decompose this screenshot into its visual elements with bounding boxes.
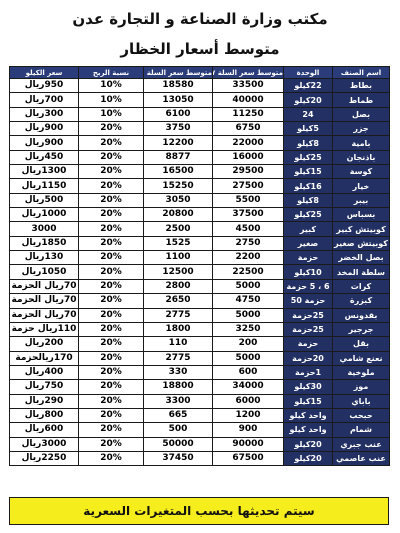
price-8-1-cell: 1100 [144, 251, 213, 265]
item-name-cell: نعنع شامي [333, 351, 390, 365]
kilo-price-cell: 1850ريال [10, 236, 79, 250]
price-27-7-cell: 600 [213, 365, 284, 379]
item-name-cell: كرات [333, 279, 390, 293]
item-name-cell: بصل [333, 107, 390, 121]
unit-cell: 24 [284, 107, 333, 121]
price-8-1-cell: 16500 [144, 165, 213, 179]
price-27-7-cell: 90000 [213, 437, 284, 451]
table-row [10, 351, 390, 365]
unit-cell: حزمة [284, 337, 333, 351]
kilo-price-cell: 70ريال الحزمة [10, 279, 79, 293]
table-row [10, 294, 390, 308]
unit-cell: 20كيلو [284, 437, 333, 451]
table-row [10, 394, 390, 408]
unit-cell: 8كيلو [284, 136, 333, 150]
table-row [10, 423, 390, 437]
table-row [10, 93, 390, 107]
unit-cell: 22كيلو [284, 79, 333, 93]
price-8-1-cell: 20800 [144, 208, 213, 222]
kilo-price-cell: 1300ريال [10, 165, 79, 179]
price-27-7-cell: 33500 [213, 79, 284, 93]
unit-cell: واحد كيلو [284, 423, 333, 437]
price-8-1-cell: 3300 [144, 394, 213, 408]
unit-cell: صغير [284, 236, 333, 250]
unit-cell: 1حزمة [284, 365, 333, 379]
table-body [10, 79, 390, 466]
kilo-price-cell: 750ريال [10, 380, 79, 394]
kilo-price-cell: 900ريال [10, 136, 79, 150]
item-name-cell: جزر [333, 122, 390, 136]
item-name-cell: باذنجان [333, 150, 390, 164]
table-row [10, 251, 390, 265]
price-27-7-cell: 6000 [213, 394, 284, 408]
price-8-1-cell: 2800 [144, 279, 213, 293]
table-row [10, 337, 390, 351]
price-27-7-cell: 22000 [213, 136, 284, 150]
table-row [10, 437, 390, 451]
profit-cell: 20% [79, 251, 144, 265]
price-8-1-cell: 1525 [144, 236, 213, 250]
profit-cell: 20% [79, 308, 144, 322]
item-name-cell: جرجير [333, 322, 390, 336]
profit-cell: 20% [79, 451, 144, 465]
item-name-cell: كوبيتش كبير [333, 222, 390, 236]
price-8-1-cell: 8877 [144, 150, 213, 164]
table-row [10, 322, 390, 336]
unit-cell: 15كيلو [284, 394, 333, 408]
price-27-7-cell: 4500 [213, 222, 284, 236]
unit-cell: 5كيلو [284, 122, 333, 136]
kilo-price-cell: 170ريالحزمة [10, 351, 79, 365]
price-27-7-cell: 34000 [213, 380, 284, 394]
unit-cell: 30كيلو [284, 380, 333, 394]
profit-cell: 20% [79, 236, 144, 250]
item-name-cell: بصل الخضر [333, 251, 390, 265]
profit-cell: 20% [79, 122, 144, 136]
table-row [10, 79, 390, 93]
price-8-1-cell: 2500 [144, 222, 213, 236]
profit-cell: 20% [79, 365, 144, 379]
price-8-1-cell: 37450 [144, 451, 213, 465]
table-row [10, 380, 390, 394]
kilo-price-cell: 450ريال [10, 150, 79, 164]
price-8-1-cell: 110 [144, 337, 213, 351]
profit-cell: 20% [79, 408, 144, 422]
profit-cell: 20% [79, 165, 144, 179]
unit-cell: حزمة [284, 251, 333, 265]
item-name-cell: باباي [333, 394, 390, 408]
kilo-price-cell: 1000ريال [10, 208, 79, 222]
column-header-kilo-price: سعر الكيلو [10, 67, 79, 79]
kilo-price-cell: 70ريال الحزمة [10, 308, 79, 322]
item-name-cell: سلطة المخد [333, 265, 390, 279]
price-27-7-cell: 2750 [213, 236, 284, 250]
unit-cell: كبير [284, 222, 333, 236]
table-row [10, 265, 390, 279]
column-header-price-27-7: متوسط سعر السلة [213, 67, 284, 79]
price-8-1-cell: 6100 [144, 107, 213, 121]
price-8-1-cell: 500 [144, 423, 213, 437]
unit-cell: 25حزمة [284, 308, 333, 322]
item-name-cell: حبحب [333, 408, 390, 422]
profit-cell: 20% [79, 394, 144, 408]
unit-cell: 10كيلو [284, 265, 333, 279]
item-name-cell: عنب عاصمي [333, 451, 390, 465]
item-name-cell: كبزرة [333, 294, 390, 308]
price-8-1-cell: 2775 [144, 351, 213, 365]
profit-cell: 20% [79, 337, 144, 351]
kilo-price-cell: 300ريال [10, 107, 79, 121]
kilo-price-cell: 900ريال [10, 122, 79, 136]
table-row [10, 308, 390, 322]
profit-cell: 20% [79, 150, 144, 164]
price-27-7-cell: 4750 [213, 294, 284, 308]
price-27-7-cell: 16000 [213, 150, 284, 164]
price-27-7-cell: 1200 [213, 408, 284, 422]
profit-cell: 20% [79, 351, 144, 365]
table-row [10, 179, 390, 193]
table-row [10, 222, 390, 236]
profit-cell: 20% [79, 380, 144, 394]
table-row [10, 279, 390, 293]
column-header-item: اسم الصنف [333, 67, 390, 79]
price-27-7-cell: 27500 [213, 179, 284, 193]
page-title: مكتب وزارة الصناعة و التجارة عدن [72, 10, 328, 28]
table-row [10, 107, 390, 121]
price-8-1-cell: 18800 [144, 380, 213, 394]
price-27-7-cell: 5000 [213, 351, 284, 365]
profit-cell: 10% [79, 93, 144, 107]
price-8-1-cell: 1800 [144, 322, 213, 336]
item-name-cell: خيار [333, 179, 390, 193]
item-name-cell: عنب جبري [333, 437, 390, 451]
kilo-price-cell: 500ريال [10, 193, 79, 207]
profit-cell: 20% [79, 179, 144, 193]
table-row [10, 150, 390, 164]
unit-cell: 6 ، 5 حزمة [284, 279, 333, 293]
table-row [10, 451, 390, 465]
profit-cell: 20% [79, 322, 144, 336]
price-8-1-cell: 13050 [144, 93, 213, 107]
price-table-container [9, 66, 389, 466]
unit-cell: 20كيلو [284, 93, 333, 107]
price-8-1-cell: 15250 [144, 179, 213, 193]
table-row [10, 365, 390, 379]
profit-cell: 20% [79, 136, 144, 150]
price-27-7-cell: 5000 [213, 279, 284, 293]
profit-cell: 20% [79, 265, 144, 279]
price-8-1-cell: 12200 [144, 136, 213, 150]
unit-cell: 8كيلو [284, 193, 333, 207]
unit-cell: حزمة 50 [284, 294, 333, 308]
price-8-1-cell: 50000 [144, 437, 213, 451]
kilo-price-cell: 600ريال [10, 423, 79, 437]
item-name-cell: شمام [333, 423, 390, 437]
kilo-price-cell: 1150ريال [10, 179, 79, 193]
price-8-1-cell: 665 [144, 408, 213, 422]
unit-cell: 25كيلو [284, 208, 333, 222]
price-27-7-cell: 67500 [213, 451, 284, 465]
profit-cell: 20% [79, 222, 144, 236]
column-header-unit: الوحدة [284, 67, 333, 79]
kilo-price-cell: 400ريال [10, 365, 79, 379]
unit-cell: 25حزمة [284, 322, 333, 336]
price-8-1-cell: 2775 [144, 308, 213, 322]
price-27-7-cell: 11250 [213, 107, 284, 121]
price-8-1-cell: 3050 [144, 193, 213, 207]
unit-cell: 15كيلو [284, 165, 333, 179]
price-27-7-cell: 2200 [213, 251, 284, 265]
price-8-1-cell: 2650 [144, 294, 213, 308]
profit-cell: 20% [79, 279, 144, 293]
profit-cell: 20% [79, 208, 144, 222]
price-27-7-cell: 6750 [213, 122, 284, 136]
item-name-cell: موز [333, 380, 390, 394]
kilo-price-cell: 3000ريال [10, 437, 79, 451]
kilo-price-cell: 1050ريال [10, 265, 79, 279]
item-name-cell: كوبيتش صغير [333, 236, 390, 250]
price-27-7-cell: 200 [213, 337, 284, 351]
table-row [10, 236, 390, 250]
table-header-row [10, 67, 390, 79]
footer-note: سيتم تحديثها بحسب المتغيرات السعرية [9, 497, 389, 525]
unit-cell: 20حزمة [284, 351, 333, 365]
item-name-cell: بامية [333, 136, 390, 150]
price-table [9, 66, 390, 466]
price-27-7-cell: 3250 [213, 322, 284, 336]
kilo-price-cell: 700ريال [10, 93, 79, 107]
kilo-price-cell: 800ريال [10, 408, 79, 422]
profit-cell: 20% [79, 294, 144, 308]
kilo-price-cell: 70ريال الحزمة [10, 294, 79, 308]
profit-cell: 10% [79, 79, 144, 93]
unit-cell: 25كيلو [284, 150, 333, 164]
table-row [10, 208, 390, 222]
column-header-price-8-1: متوسط سعر السلة [144, 67, 213, 79]
table-row [10, 136, 390, 150]
price-8-1-cell: 18580 [144, 79, 213, 93]
item-name-cell: كوسة [333, 165, 390, 179]
kilo-price-cell: 110ريال حزمة [10, 322, 79, 336]
kilo-price-cell: 2250ريال [10, 451, 79, 465]
item-name-cell: بيبر [333, 193, 390, 207]
item-name-cell: ملوخية [333, 365, 390, 379]
table-row [10, 122, 390, 136]
unit-cell: 16كيلو [284, 179, 333, 193]
price-27-7-cell: 37500 [213, 208, 284, 222]
price-8-1-cell: 330 [144, 365, 213, 379]
price-27-7-cell: 40000 [213, 93, 284, 107]
price-27-7-cell: 22500 [213, 265, 284, 279]
profit-cell: 20% [79, 193, 144, 207]
price-27-7-cell: 5000 [213, 308, 284, 322]
price-8-1-cell: 3750 [144, 122, 213, 136]
profit-cell: 20% [79, 437, 144, 451]
kilo-price-cell: 3000 [10, 222, 79, 236]
item-name-cell: طماط [333, 93, 390, 107]
price-27-7-cell: 900 [213, 423, 284, 437]
price-8-1-cell: 12500 [144, 265, 213, 279]
unit-cell: واحد كيلو [284, 408, 333, 422]
profit-cell: 10% [79, 107, 144, 121]
table-row [10, 165, 390, 179]
table-row [10, 408, 390, 422]
item-name-cell: بسباس [333, 208, 390, 222]
kilo-price-cell: 130ريال [10, 251, 79, 265]
kilo-price-cell: 950ريال [10, 79, 79, 93]
kilo-price-cell: 200ريال [10, 337, 79, 351]
kilo-price-cell: 290ريال [10, 394, 79, 408]
item-name-cell: بقدونس [333, 308, 390, 322]
unit-cell: 20كيلو [284, 451, 333, 465]
page-subtitle: متوسط أسعار الخظار [120, 40, 280, 58]
table-row [10, 193, 390, 207]
price-27-7-cell: 29500 [213, 165, 284, 179]
item-name-cell: بطاط [333, 79, 390, 93]
price-27-7-cell: 5500 [213, 193, 284, 207]
column-header-profit: نسبة الربح [79, 67, 144, 79]
profit-cell: 20% [79, 423, 144, 437]
item-name-cell: بقل [333, 337, 390, 351]
